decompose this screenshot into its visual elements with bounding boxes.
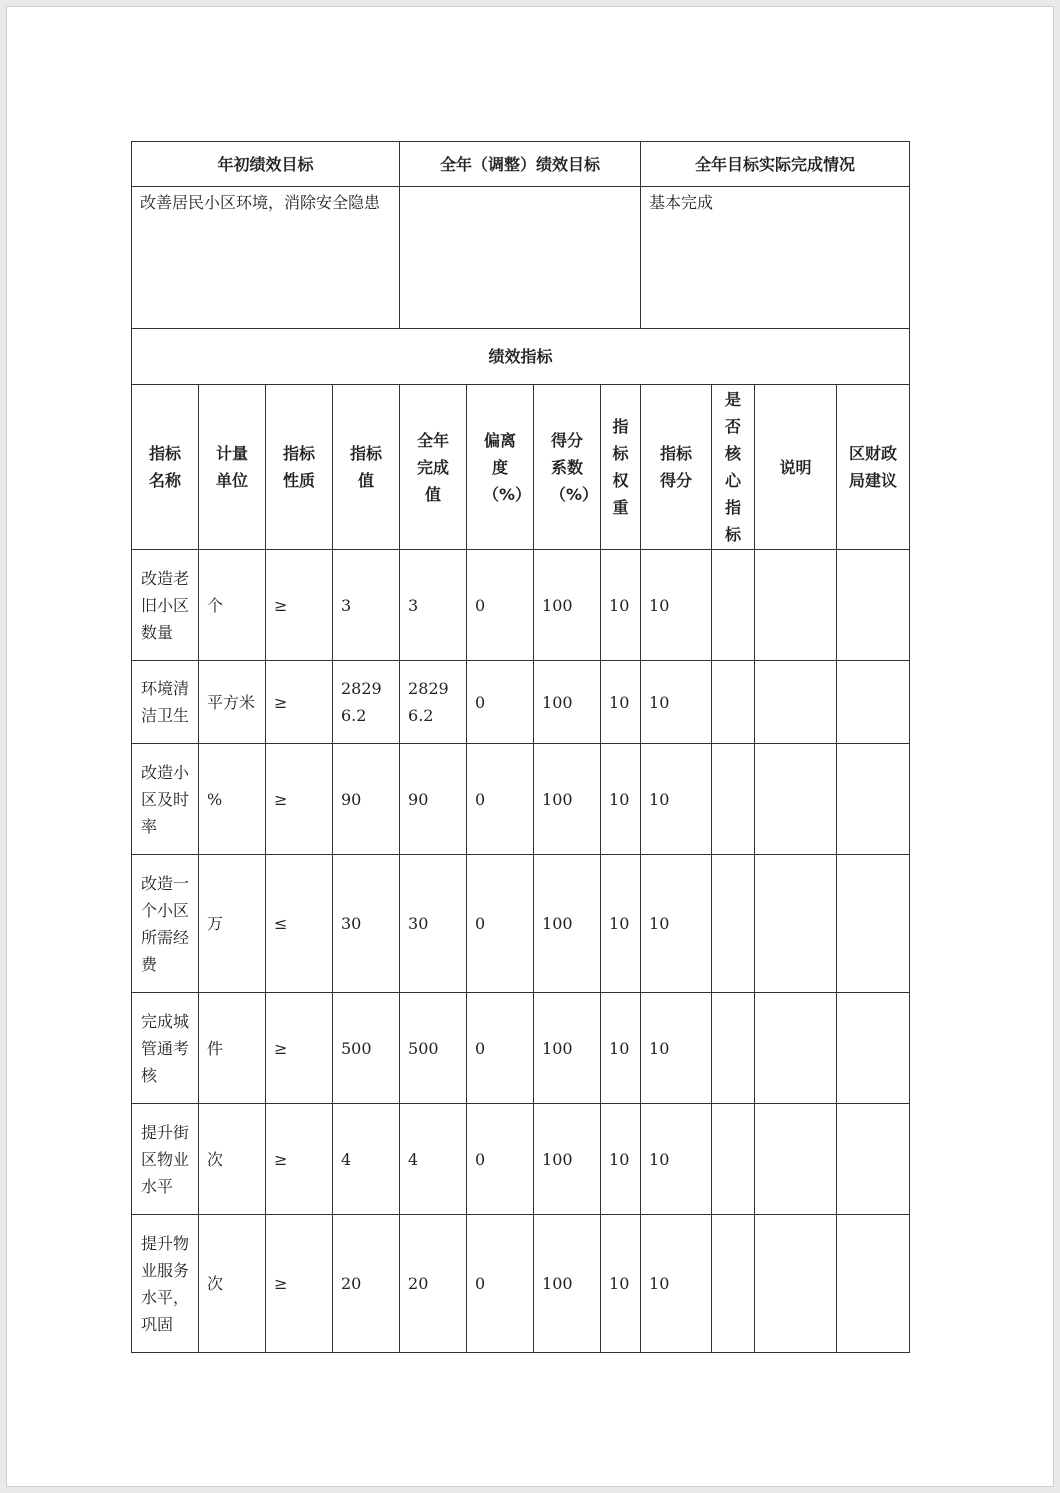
cell-target: 90: [333, 744, 400, 855]
cell-coef: 100: [534, 855, 601, 993]
goal-initial-text: 改善居民小区环境，消除安全隐患: [132, 187, 400, 329]
cell-unit: 件: [199, 993, 266, 1104]
cell-unit: 平方米: [199, 661, 266, 744]
cell-actual: 28296.2: [400, 661, 467, 744]
cell-unit: 万: [199, 855, 266, 993]
cell-score: 10: [641, 855, 712, 993]
cell-coef: 100: [534, 993, 601, 1104]
cell-coef: 100: [534, 744, 601, 855]
cell-note: [755, 855, 837, 993]
cell-note: [755, 1215, 837, 1353]
cell-unit: 次: [199, 1215, 266, 1353]
column-header-deviation: 偏离度（%）: [467, 385, 534, 550]
cell-weight: 10: [601, 1104, 641, 1215]
column-header-score: 指标得分: [641, 385, 712, 550]
cell-note: [755, 993, 837, 1104]
goal-adjusted-text: [400, 187, 641, 329]
cell-core: [712, 993, 755, 1104]
indicator-rows: [132, 550, 910, 1353]
cell-advice: [837, 993, 910, 1104]
cell-weight: 10: [601, 550, 641, 661]
cell-name: 改造老旧小区数量: [132, 550, 199, 661]
goal-header-initial: 年初绩效目标: [132, 142, 400, 187]
goals-header-row: [132, 142, 910, 187]
cell-target: 30: [333, 855, 400, 993]
cell-unit: %: [199, 744, 266, 855]
cell-advice: [837, 661, 910, 744]
table-row: [132, 1215, 910, 1353]
cell-unit: 个: [199, 550, 266, 661]
column-header-advice: 区财政局建议: [837, 385, 910, 550]
cell-target: 4: [333, 1104, 400, 1215]
column-header-coef: 得分系数（%）: [534, 385, 601, 550]
cell-name: 环境清洁卫生: [132, 661, 199, 744]
cell-advice: [837, 744, 910, 855]
cell-name: 改造一个小区所需经费: [132, 855, 199, 993]
cell-note: [755, 550, 837, 661]
cell-nature: ≥: [266, 744, 333, 855]
cell-weight: 10: [601, 1215, 641, 1353]
cell-nature: ≥: [266, 1215, 333, 1353]
cell-target: 28296.2: [333, 661, 400, 744]
cell-deviation: 0: [467, 744, 534, 855]
cell-actual: 4: [400, 1104, 467, 1215]
cell-deviation: 0: [467, 1215, 534, 1353]
cell-note: [755, 744, 837, 855]
cell-advice: [837, 1104, 910, 1215]
cell-weight: 10: [601, 855, 641, 993]
column-header-unit: 计量单位: [199, 385, 266, 550]
cell-advice: [837, 550, 910, 661]
cell-deviation: 0: [467, 550, 534, 661]
cell-unit: 次: [199, 1104, 266, 1215]
column-header-target: 指标值: [333, 385, 400, 550]
cell-advice: [837, 855, 910, 993]
cell-name: 提升物业服务水平，巩固: [132, 1215, 199, 1353]
cell-name: 完成城管通考核: [132, 993, 199, 1104]
table-row: [132, 1104, 910, 1215]
cell-score: 10: [641, 661, 712, 744]
column-header-weight: 指标权重: [601, 385, 641, 550]
column-header-actual: 全年完成值: [400, 385, 467, 550]
cell-core: [712, 661, 755, 744]
cell-name: 提升街区物业水平: [132, 1104, 199, 1215]
cell-actual: 20: [400, 1215, 467, 1353]
cell-core: [712, 744, 755, 855]
goal-header-adjusted: 全年（调整）绩效目标: [400, 142, 641, 187]
table-row: [132, 550, 910, 661]
column-header-nature: 指标性质: [266, 385, 333, 550]
cell-actual: 500: [400, 993, 467, 1104]
cell-target: 500: [333, 993, 400, 1104]
cell-coef: 100: [534, 1215, 601, 1353]
cell-score: 10: [641, 744, 712, 855]
cell-actual: 30: [400, 855, 467, 993]
table-row: [132, 993, 910, 1104]
cell-score: 10: [641, 1215, 712, 1353]
column-header-name: 指标名称: [132, 385, 199, 550]
cell-score: 10: [641, 993, 712, 1104]
goal-header-actual: 全年目标实际完成情况: [641, 142, 910, 187]
cell-actual: 90: [400, 744, 467, 855]
cell-core: [712, 550, 755, 661]
cell-coef: 100: [534, 1104, 601, 1215]
cell-deviation: 0: [467, 993, 534, 1104]
cell-nature: ≥: [266, 550, 333, 661]
goals-content-row: [132, 187, 910, 329]
cell-weight: 10: [601, 744, 641, 855]
cell-coef: 100: [534, 550, 601, 661]
cell-deviation: 0: [467, 855, 534, 993]
cell-core: [712, 1104, 755, 1215]
cell-target: 20: [333, 1215, 400, 1353]
cell-nature: ≤: [266, 855, 333, 993]
cell-target: 3: [333, 550, 400, 661]
column-header-row: [132, 385, 910, 550]
column-header-core: 是否核心指标: [712, 385, 755, 550]
cell-note: [755, 1104, 837, 1215]
indicators-title-row: [132, 329, 910, 385]
cell-deviation: 0: [467, 661, 534, 744]
cell-coef: 100: [534, 661, 601, 744]
performance-table: [131, 141, 910, 1353]
table-row: [132, 744, 910, 855]
cell-core: [712, 855, 755, 993]
cell-name: 改造小区及时率: [132, 744, 199, 855]
indicators-title: 绩效指标: [132, 329, 910, 385]
cell-nature: ≥: [266, 993, 333, 1104]
cell-weight: 10: [601, 993, 641, 1104]
cell-nature: ≥: [266, 1104, 333, 1215]
cell-note: [755, 661, 837, 744]
cell-nature: ≥: [266, 661, 333, 744]
cell-score: 10: [641, 1104, 712, 1215]
cell-score: 10: [641, 550, 712, 661]
table-row: [132, 855, 910, 993]
cell-deviation: 0: [467, 1104, 534, 1215]
table-row: [132, 661, 910, 744]
cell-actual: 3: [400, 550, 467, 661]
column-header-note: 说明: [755, 385, 837, 550]
cell-advice: [837, 1215, 910, 1353]
cell-weight: 10: [601, 661, 641, 744]
document-page: [6, 6, 1054, 1487]
goal-actual-text: 基本完成: [641, 187, 910, 329]
cell-core: [712, 1215, 755, 1353]
